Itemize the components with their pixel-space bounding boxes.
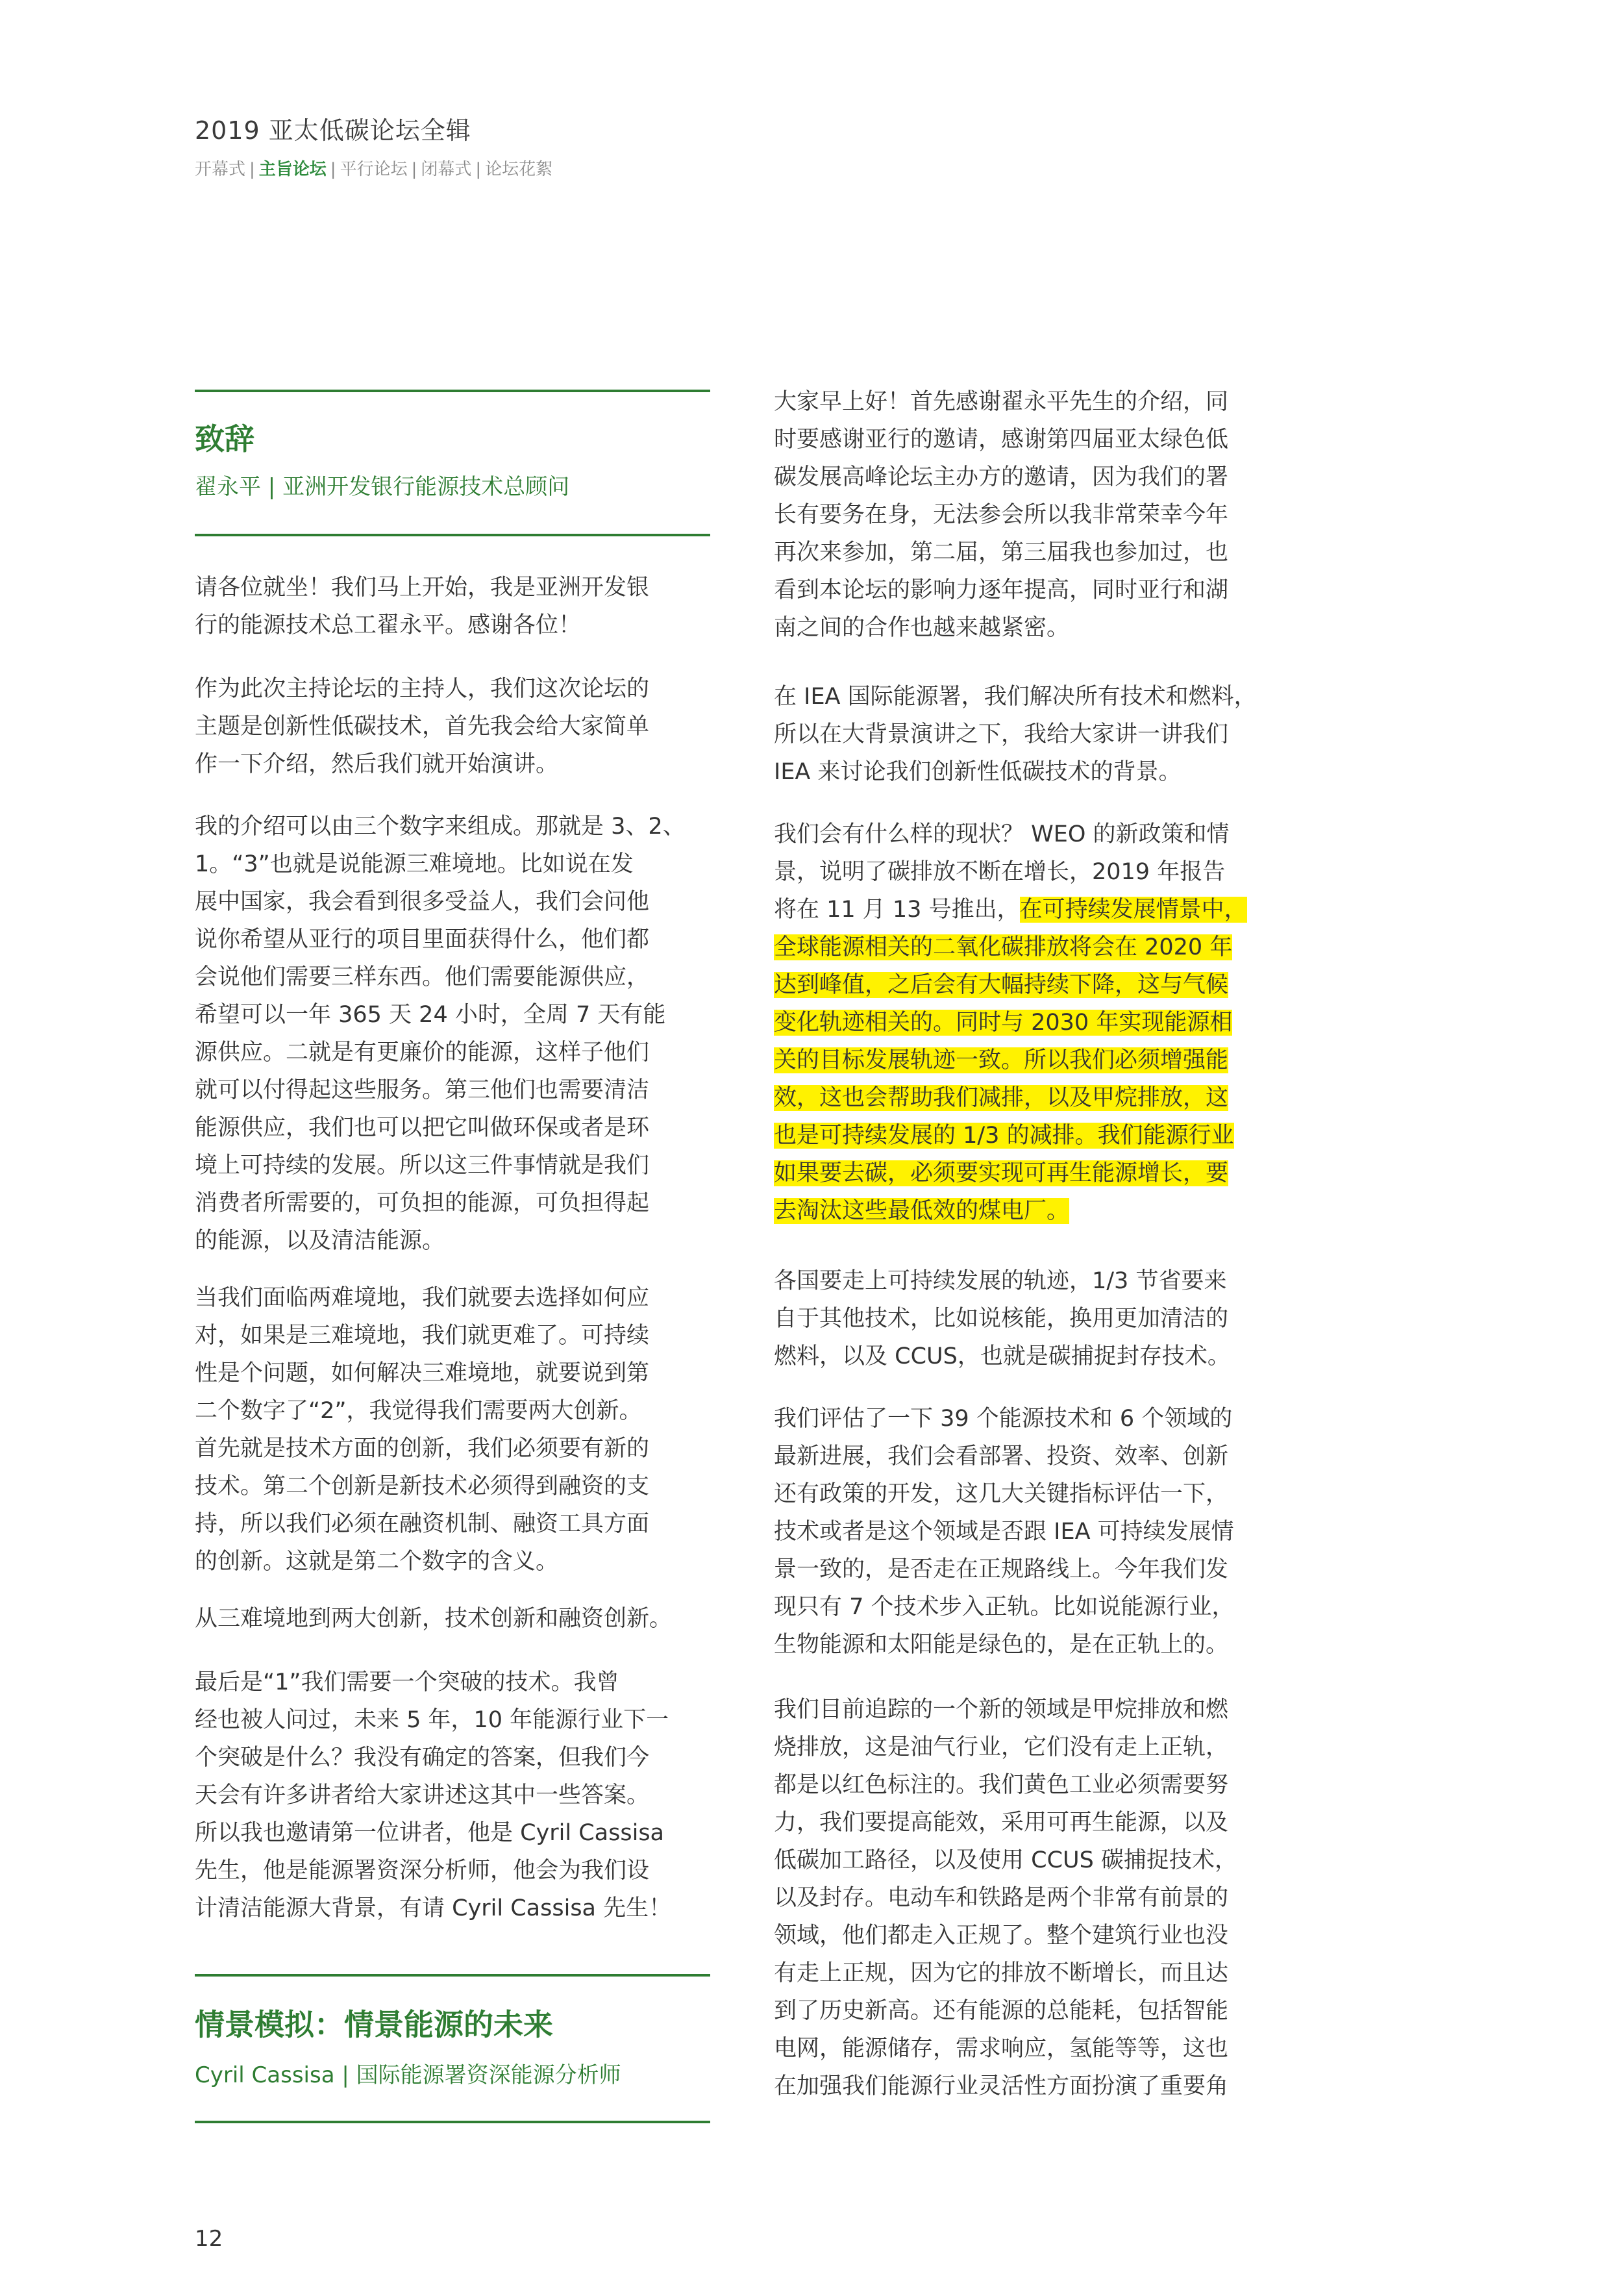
page-number: 12 xyxy=(195,2226,223,2252)
paragraph: 我们目前追踪的一个新的领域是甲烷排放和燃 烧排放，这是油气行业，它们没有走上正轨， 都是以红色标注的。我们黄色工业必须需要努 力，我们要提高能效，采用可再生能源，以及 低碳加工路径，以及使用 CCUS 碳捕捉技术， 以及封存。电动车和铁路是两个非常有前景的 领域，他们都走入正规了。整个建筑行业也没 有走上正规，因为它的排放不断增长，而且达 到了历史新高。还有能源的总能耗，包括智能 电网，能源储存，需求响应，氢能等等，这也 在加强我们能源行业灵活性方面扮演了重要角 xyxy=(774,1697,1237,2099)
nav-separator: | xyxy=(411,160,417,179)
nav-item-keynote[interactable]: 主旨论坛 xyxy=(258,160,327,179)
highlighted-text: 变化轨迹相关的。同时与 2030 年实现能源相 xyxy=(774,1010,1233,1036)
highlighted-text: 在可持续发展情景中， xyxy=(1019,897,1247,923)
nav-item-parallel[interactable]: 平行论坛 xyxy=(340,160,408,179)
paragraph-with-highlight: 我们会有什么样的现状？ WEO 的新政策和情 景，说明了碳排放不断在增长，2019 年报告 将在 11 月 13 号推出，在可持续发展情景中， 全球能源相关的二氧化碳排放将会在 2020 年 达到峰值，之后会有大幅持续下降，这与气候 变化轨迹相关的。同时与 2030 年实现能源相 关的目标发展轨迹一致。所以我们必须增强能 效，这也会帮助我们减排，以及甲烷排放，这 也是可持续发展的 1/3 的减排。我们能源行业 如果要去碳，必须要实现可再生能源增长，要 去淘汰这些最低效的煤电厂。 xyxy=(774,821,1247,1224)
nav-separator: | xyxy=(475,160,482,179)
highlighted-text: 达到峰值，之后会有大幅持续下降，这与气候 xyxy=(774,972,1229,998)
section-divider xyxy=(195,1974,710,1977)
speaker-byline: 翟永平 | 亚洲开发银行能源技术总顾问 xyxy=(195,474,570,500)
paragraph: 我们评估了一下 39 个能源技术和 6 个领域的 最新进展，我们会看部署、投资、效率、创新 还有政策的开发，这几大关键指标评估一下， 技术或者是这个领域是否跟 IEA 可持续发展情 景一致的，是否走在正规路线上。今年我们发 现只有 7 个技术步入正轨。比如说能源行业， 生物能源和太阳能是绿色的，是在正轨上的。 xyxy=(774,1406,1235,1658)
highlighted-text: 去淘汰这些最低效的煤电厂。 xyxy=(774,1198,1070,1224)
paragraph: 我的介绍可以由三个数字来组成。那就是 3、2、 1。“3”也就是说能源三难境地。比如说在发 展中国家，我会看到很多受益人，我们会问他 说你希望从亚行的项目里面获得什么，他们都 会说他们需要三样东西。他们需要能源供应， 希望可以一年 365 天 24 小时，全周 7 天有能 源供应。二就是有更廉价的能源，这样子他们 就可以付得起这些服务。第三他们也需要清洁 能源供应，我们也可以把它叫做环保或者是环 境上可持续的发展。所以这三件事情就是我们 消费者所需要的，可负担的能源，可负担得起 的能源，以及清洁能源。 xyxy=(195,814,686,1254)
section-divider xyxy=(195,390,710,392)
section-nav xyxy=(195,156,552,180)
paragraph: 请各位就坐！我们马上开始，我是亚洲开发银 行的能源技术总工翟永平。感谢各位！ xyxy=(195,575,650,638)
nav-item-closing[interactable]: 闭幕式 xyxy=(421,160,472,179)
paragraph: 作为此次主持论坛的主持人，我们这次论坛的 主题是创新性低碳技术，首先我会给大家简单 作一下介绍，然后我们就开始演讲。 xyxy=(195,676,650,777)
section-divider xyxy=(195,534,710,536)
paragraph: 各国要走上可持续发展的轨迹，1/3 节省要来 自于其他技术，比如说核能，换用更加清洁的 燃料，以及 CCUS，也就是碳捕捉封存技术。 xyxy=(774,1268,1230,1369)
nav-item-highlights[interactable]: 论坛花絮 xyxy=(485,160,553,179)
paragraph: 在 IEA 国际能源署，我们解决所有技术和燃料， 所以在大背景演讲之下，我给大家讲一讲我们 IEA 来讨论我们创新性低碳技术的背景。 xyxy=(774,684,1257,785)
highlighted-text: 全球能源相关的二氧化碳排放将会在 2020 年 xyxy=(774,934,1233,960)
section-divider xyxy=(195,2121,710,2123)
speaker-byline: Cyril Cassisa | 国际能源署资深能源分析师 xyxy=(195,2062,621,2088)
highlighted-text: 也是可持续发展的 1/3 的减排。我们能源行业 xyxy=(774,1123,1234,1149)
publication-title: 2019 亚太低碳论坛全辑 xyxy=(195,116,471,145)
highlighted-text: 效，这也会帮助我们减排，以及甲烷排放，这 xyxy=(774,1085,1229,1111)
paragraph: 最后是“1”我们需要一个突破的技术。我曾 经也被人问过，未来 5 年，10 年能源行业下一 个突破是什么？我没有确定的答案，但我们今 天会有许多讲者给大家讲述这其中一些答案。 所以我也邀请第一位讲者，他是 Cyril Cassisa 先生，他是能源署资深分析师，他会为我们设 计清洁能源大背景，有请 Cyril Cassisa 先生！ xyxy=(195,1669,672,1921)
highlighted-text: 如果要去碳，必须要实现可再生能源增长，要 xyxy=(774,1160,1229,1186)
nav-separator: | xyxy=(249,160,255,179)
section-title: 情景模拟：情景能源的未来 xyxy=(195,2007,553,2042)
paragraph: 当我们面临两难境地，我们就要去选择如何应 对，如果是三难境地，我们就更难了。可持续 性是个问题，如何解决三难境地，就要说到第 二个数字了“2”，我觉得我们需要两大创新。 首先就是技术方面的创新，我们必须要有新的 技术。第二个创新是新技术必须得到融资的支 持，所以我们必须在融资机制、融资工具方面 的创新。这就是第二个数字的含义。 xyxy=(195,1285,650,1575)
paragraph: 大家早上好！首先感谢翟永平先生的介绍，同 时要感谢亚行的邀请，感谢第四届亚太绿色低 碳发展高峰论坛主办方的邀请，因为我们的署 长有要务在身，无法参会所以我非常荣幸今年 再次来参加，第二届，第三届我也参加过，也 看到本论坛的影响力逐年提高，同时亚行和湖 南之间的合作也越来越紧密。 xyxy=(774,389,1229,641)
highlighted-text: 关的目标发展轨迹一致。所以我们必须增强能 xyxy=(774,1047,1229,1073)
nav-item-opening[interactable]: 开幕式 xyxy=(195,160,246,179)
section-title: 致辞 xyxy=(195,421,254,456)
paragraph: 从三难境地到两大创新，技术创新和融资创新。 xyxy=(195,1606,673,1632)
nav-separator: | xyxy=(330,160,336,179)
